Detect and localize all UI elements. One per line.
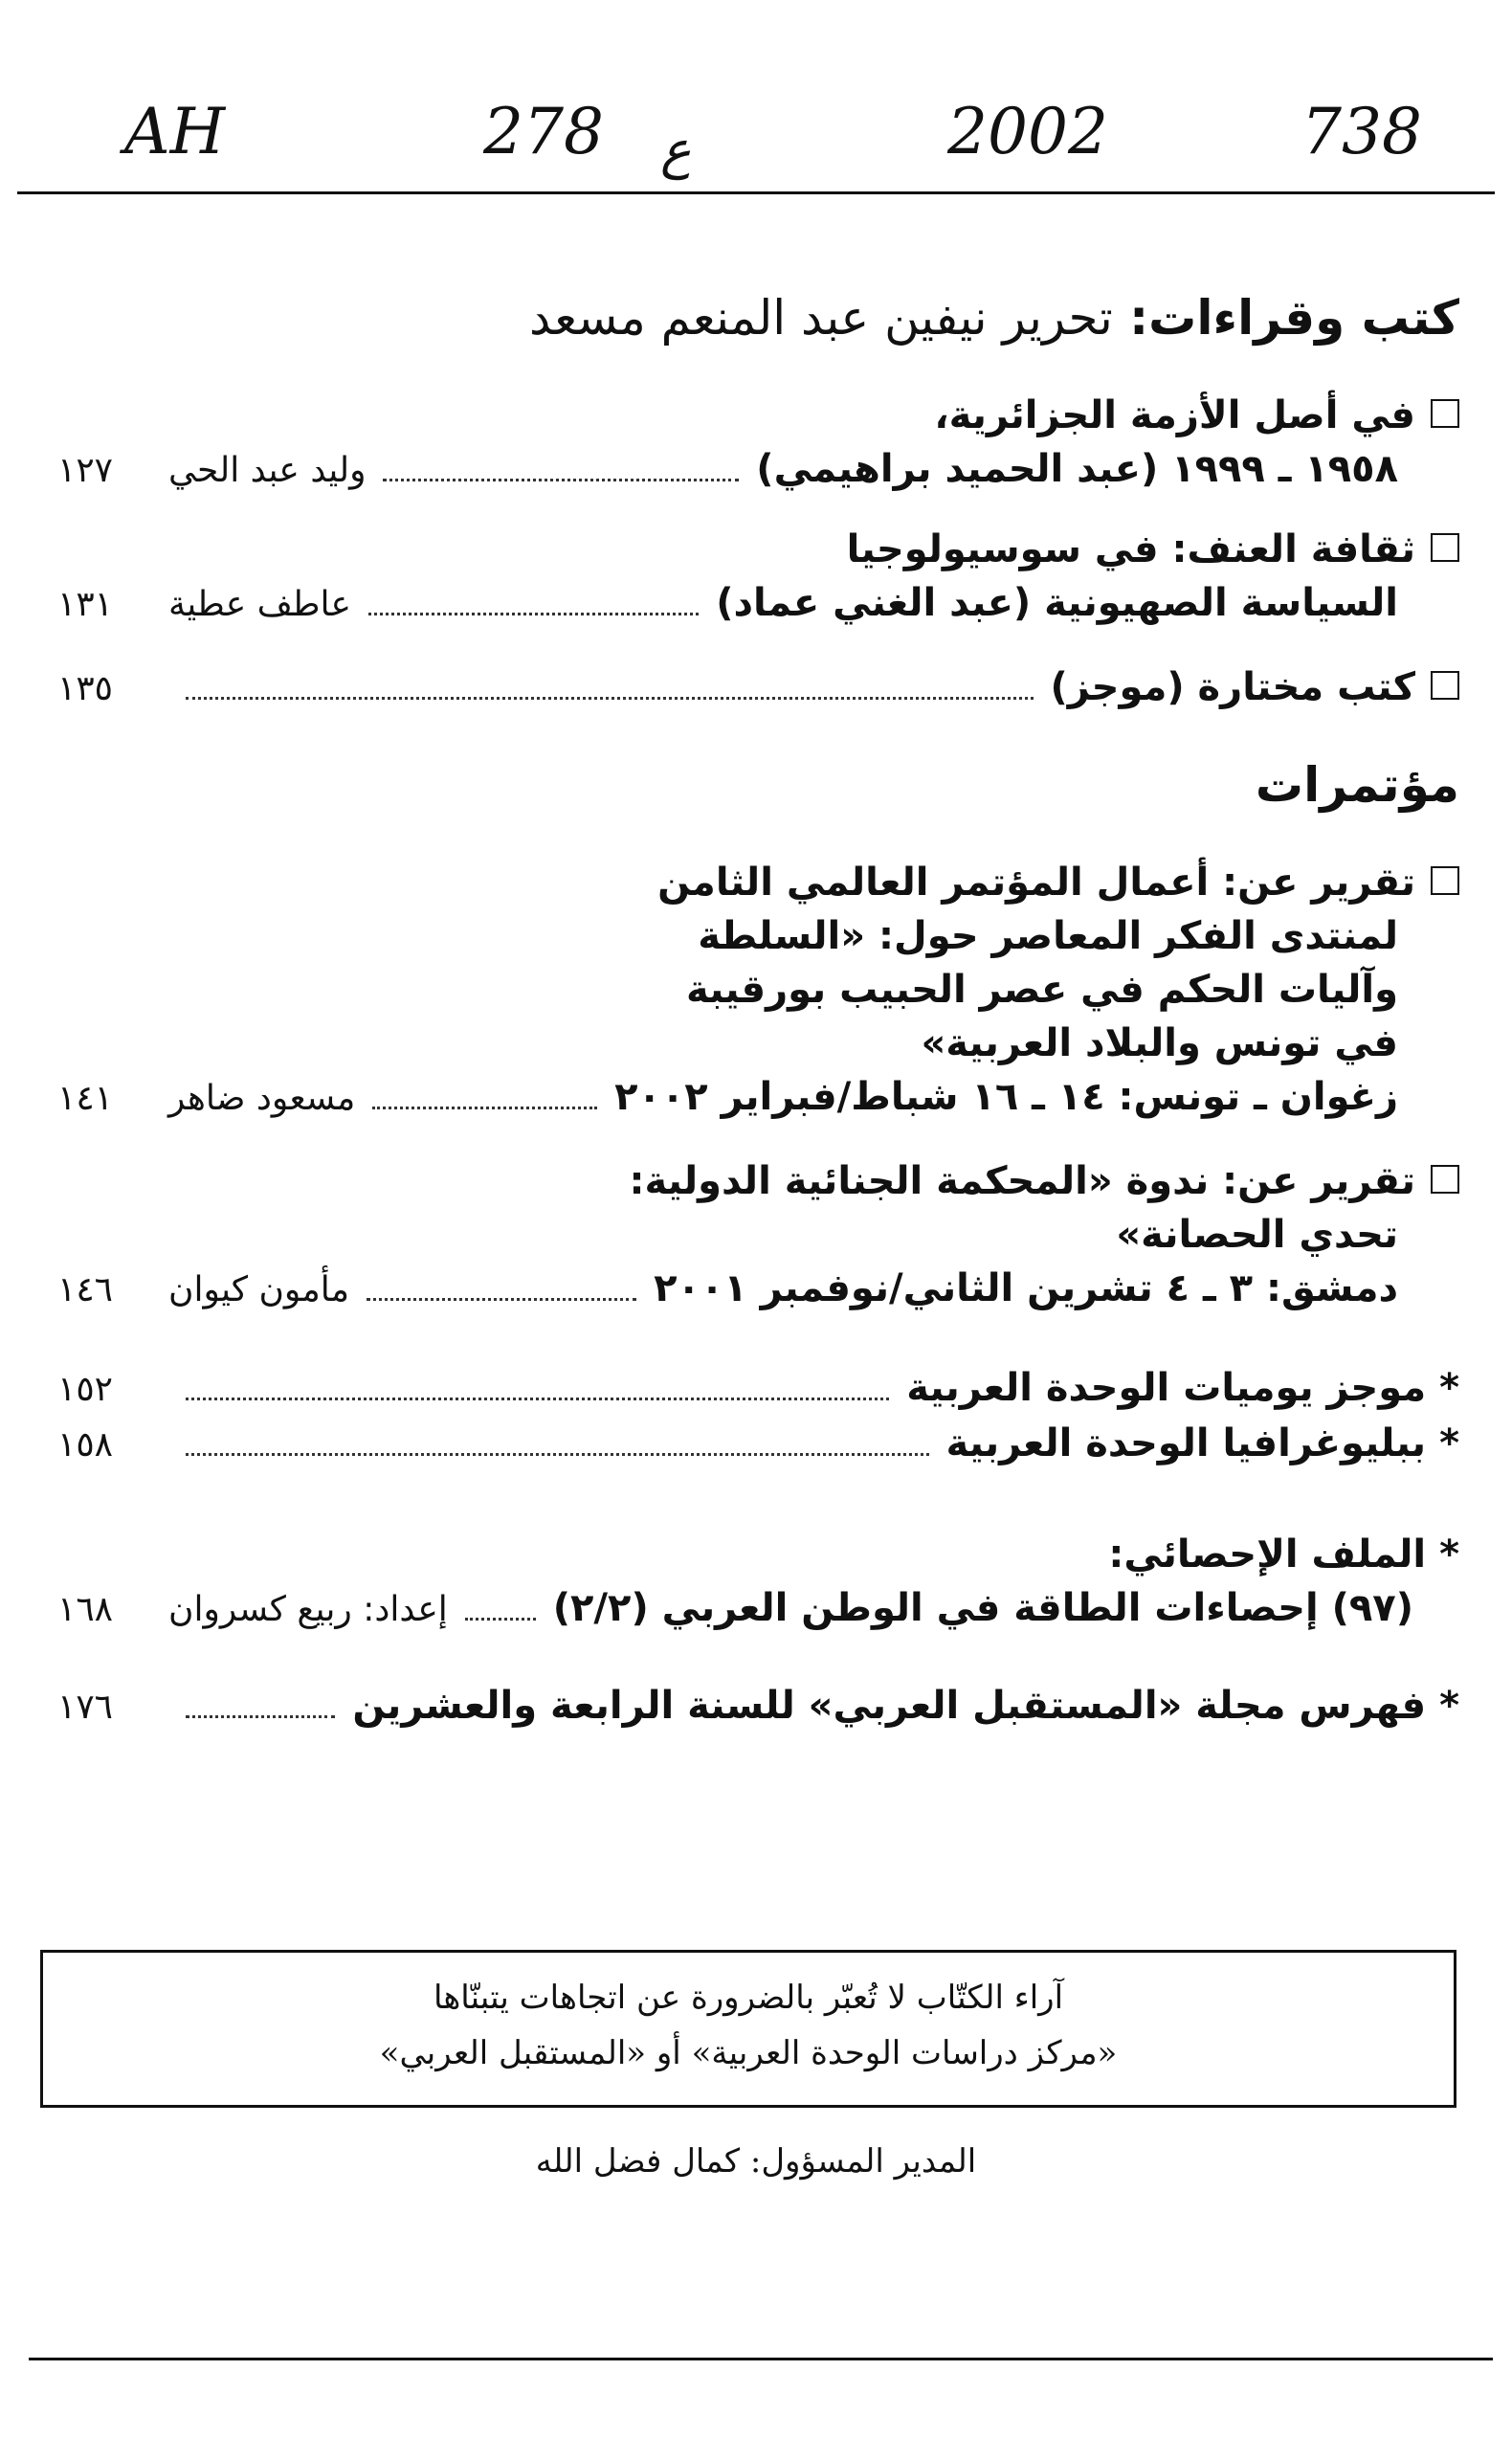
dot-leader (186, 697, 1034, 700)
disclaimer-line: «مركز دراسات الوحدة العربية» أو «المستقبل العربي» (379, 2034, 1118, 2072)
entry-page-number: ١٤١ (57, 1079, 114, 1118)
entry-author: وليد عبد الحي (168, 451, 367, 490)
entry-line: في تونس والبلاد العربية» (921, 1021, 1398, 1065)
toc-entry-forum-conference[interactable] (57, 856, 1459, 1126)
checkbox-icon (1431, 1165, 1459, 1194)
entry-line: كتب مختارة (موجز) (1050, 665, 1415, 709)
section-heading-book-reviews (57, 280, 1459, 356)
top-rule (17, 191, 1495, 194)
handwritten-year: 2002 (947, 95, 1108, 168)
entry-page-number: ١٥٨ (57, 1425, 114, 1465)
entry-page-number: ١٣٥ (57, 669, 114, 708)
section-editor: تحرير نيفين عبد المنعم مسعد (529, 290, 1113, 346)
entry-page-number: ١٢٧ (57, 451, 114, 490)
section-title: كتب وقراءات: (1129, 290, 1459, 346)
dot-leader (186, 1715, 335, 1718)
checkbox-icon (1431, 866, 1459, 895)
entry-line: تقرير عن: ندوة «المحكمة الجنائية الدولية: (629, 1159, 1415, 1203)
asterisk-icon: * (1439, 1366, 1459, 1410)
entry-page-number: ١٤٦ (57, 1270, 114, 1309)
toc-entry-unity-bibliography[interactable] (57, 1417, 1459, 1472)
entry-line: في أصل الأزمة الجزائرية، (934, 393, 1415, 437)
entry-page-number: ١٥٢ (57, 1370, 114, 1409)
entry-line: موجز يوميات الوحدة العربية (906, 1366, 1427, 1410)
toc-entry-culture-of-violence[interactable] (57, 523, 1459, 632)
entry-line: فهرس مجلة «المستقبل العربي» للسنة الرابعة والعشرين (352, 1684, 1427, 1728)
entry-line: ثقافة العنف: في سوسيولوجيا (846, 527, 1415, 571)
toc-entry-icc-symposium[interactable] (57, 1154, 1459, 1317)
dot-leader (367, 1298, 636, 1301)
handwritten-letter: ع (660, 120, 692, 180)
section-title: مؤتمرات (1255, 757, 1459, 813)
section-title: الملف الإحصائي: (1108, 1532, 1427, 1577)
entry-line: (٩٧) إحصاءات الطاقة في الوطن العربي (٢/٢) (552, 1586, 1413, 1630)
entry-author: مأمون كيوان (168, 1270, 350, 1309)
entry-line: وآليات الحكم في عصر الحبيب بورقيبة (685, 968, 1398, 1012)
entry-page-number: ١٧٦ (57, 1688, 114, 1727)
entry-page-number: ١٦٨ (57, 1590, 114, 1629)
toc-entry-statistical-file[interactable] (57, 1528, 1459, 1637)
checkbox-icon (1431, 533, 1459, 562)
entry-line: لمنتدى الفكر المعاصر حول: «السلطة (698, 914, 1398, 958)
table-of-contents (57, 280, 1459, 1734)
section-heading-conferences (57, 747, 1459, 823)
toc-entry-unity-diary[interactable] (57, 1361, 1459, 1417)
dot-leader (372, 1107, 597, 1109)
toc-entry-annual-index[interactable] (57, 1679, 1459, 1734)
entry-line: تقرير عن: أعمال المؤتمر العالمي الثامن (657, 861, 1415, 905)
disclaimer-box (40, 1950, 1456, 2108)
checkbox-icon (1431, 671, 1459, 700)
entry-line: ١٩٥٨ ـ ١٩٩٩ (عبد الحميد براهيمي) (756, 447, 1398, 491)
toc-entry-selected-books[interactable] (57, 660, 1459, 716)
entry-author: إعداد: ربيع كسروان (168, 1590, 448, 1629)
dot-leader (383, 479, 739, 481)
handwritten-page-number: 738 (1301, 95, 1422, 168)
asterisk-icon: * (1439, 1421, 1459, 1465)
managing-director: المدير المسؤول: كمال فضل الله (535, 2142, 977, 2181)
dot-leader (186, 1453, 929, 1456)
entry-author: مسعود ضاهر (168, 1079, 356, 1118)
entry-line: زغوان ـ تونس: ١٤ ـ ١٦ شباط/فبراير ٢٠٠٢ (614, 1075, 1398, 1119)
asterisk-icon: * (1439, 1684, 1459, 1728)
entry-line: ببليوغرافيا الوحدة العربية (945, 1421, 1427, 1465)
toc-entry-algeria-crisis[interactable] (57, 389, 1459, 498)
bottom-rule (29, 2358, 1493, 2360)
entry-author: عاطف عطية (168, 585, 351, 624)
handwritten-code: AH (124, 95, 226, 168)
entry-page-number: ١٣١ (57, 585, 114, 624)
dot-leader (368, 613, 699, 615)
disclaimer-line: آراء الكتّاب لا تُعبّر بالضرورة عن اتجاهات يتبنّاها (433, 1979, 1064, 2017)
entry-line: تحدي الحصانة» (1116, 1213, 1398, 1257)
entry-line: دمشق: ٣ ـ ٤ تشرين الثاني/نوفمبر ٢٠٠١ (654, 1266, 1398, 1310)
dot-leader (465, 1618, 536, 1621)
checkbox-icon (1431, 399, 1459, 428)
dot-leader (186, 1398, 889, 1400)
entry-line: السياسة الصهيونية (عبد الغني عماد) (716, 581, 1398, 625)
asterisk-icon: * (1439, 1532, 1459, 1577)
handwritten-issue-number: 278 (483, 95, 604, 168)
